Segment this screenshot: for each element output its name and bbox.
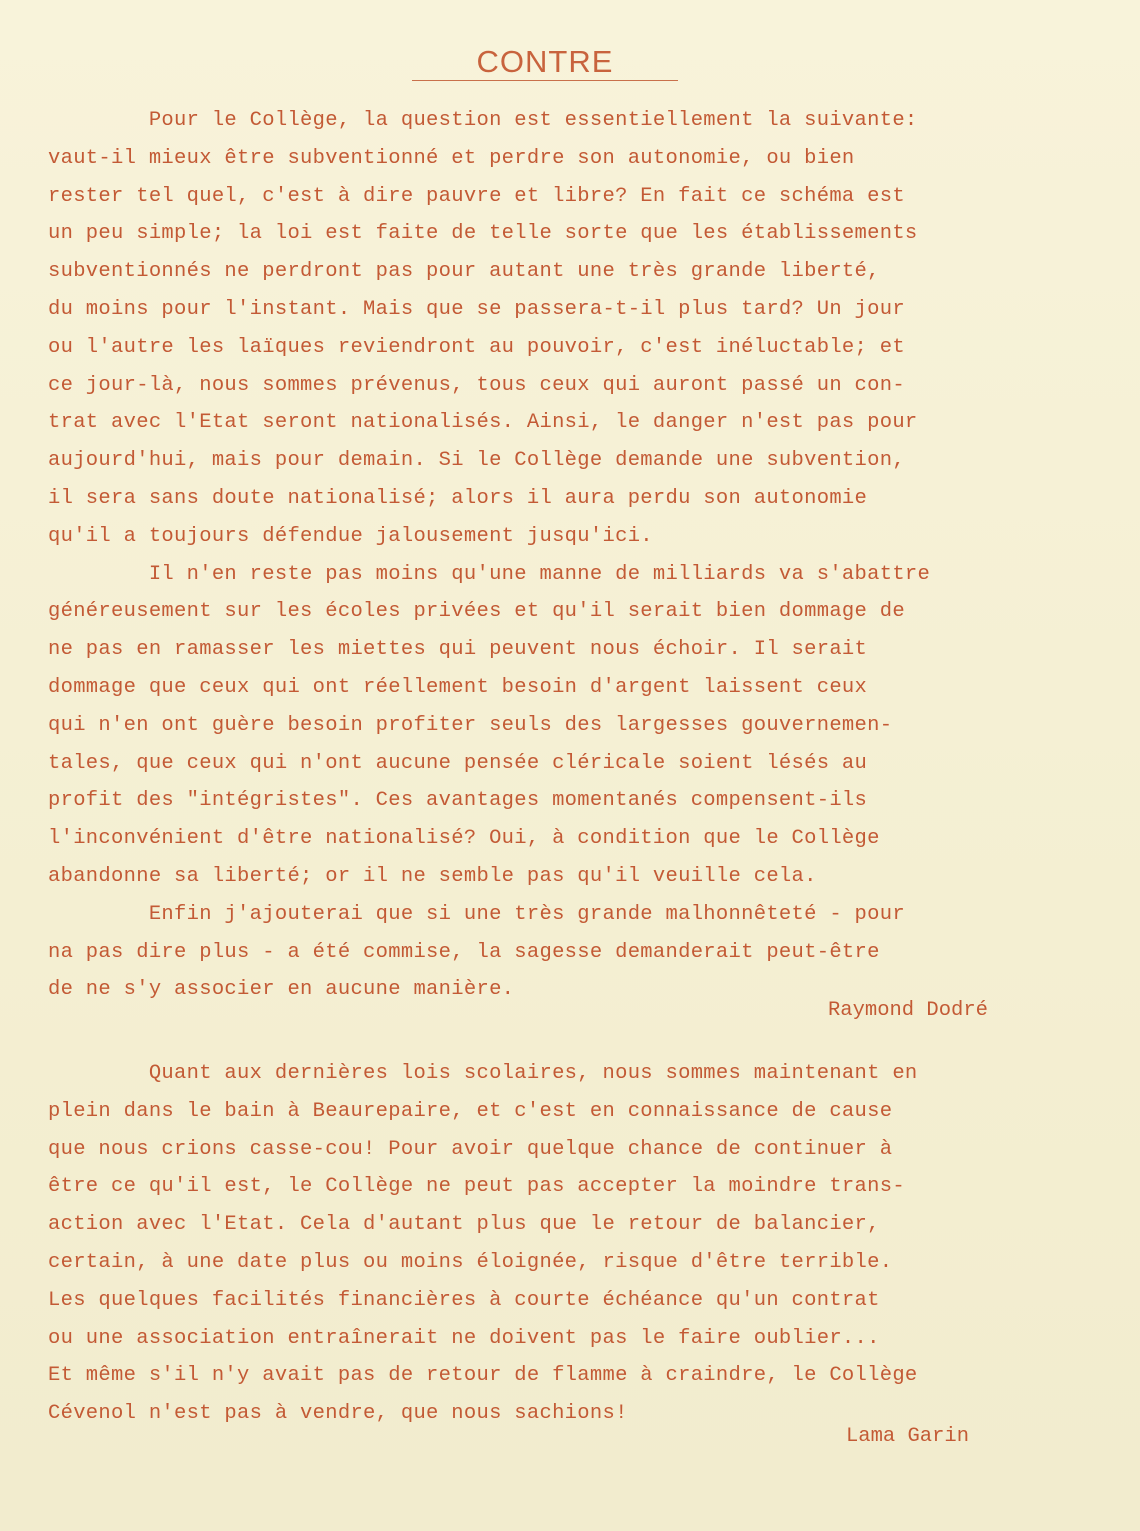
text-line: rester tel quel, c'est à dire pauvre et libre? En fait ce schéma est <box>48 184 905 208</box>
text-line: que nous crions casse-cou! Pour avoir quelque chance de continuer à <box>48 1137 893 1161</box>
text-line: ce jour-là, nous sommes prévenus, tous ceux qui auront passé un con- <box>48 373 905 397</box>
text-line: trat avec l'Etat seront nationalisés. Ainsi, le danger n'est pas pour <box>48 411 918 435</box>
text-line: Et même s'il n'y avait pas de retour de flamme à craindre, le Collège <box>48 1364 918 1388</box>
text-line: Il n'en reste pas moins qu'une manne de milliards va s'abattre <box>48 562 931 586</box>
text-line: l'inconvénient d'être nationalisé? Oui, à condition que le Collège <box>48 827 880 851</box>
text-line: action avec l'Etat. Cela d'autant plus que le retour de balancier, <box>48 1213 880 1237</box>
text-line: être ce qu'il est, le Collège ne peut pas accepter la moindre trans- <box>48 1175 905 1199</box>
text-line: généreusement sur les écoles privées et qu'il serait bien dommage de <box>48 600 905 624</box>
text-line: aujourd'hui, mais pour demain. Si le Collège demande une subvention, <box>48 449 905 473</box>
text-line: ou l'autre les laïques reviendront au pouvoir, c'est inéluctable; et <box>48 335 905 359</box>
signature-raymond-dodre: Raymond Dodré <box>828 999 988 1022</box>
text-line: un peu simple; la loi est faite de telle sorte que les établissements <box>48 222 918 246</box>
text-line: Les quelques facilités financières à courte échéance qu'un contrat <box>48 1288 880 1312</box>
signature-lama-garin: Lama Garin <box>846 1425 970 1448</box>
text-line: du moins pour l'instant. Mais que se passera-t-il plus tard? Un jour <box>48 298 905 321</box>
text-line: vaut-il mieux être subventionné et perdre son autonomie, ou bien <box>48 146 855 170</box>
text-line: qu'il a toujours défendue jalousement jusqu'ici. <box>48 524 653 548</box>
text-line: il sera sans doute nationalisé; alors il aura perdu son autonomie <box>48 487 868 510</box>
text-line: abandonne sa liberté; or il ne semble pas qu'il veuille cela. <box>48 865 817 888</box>
text-line: qui n'en ont guère besoin profiter seuls des largesses gouvernemen- <box>48 713 893 737</box>
text-line: plein dans le bain à Beaurepaire, et c'est en connaissance de cause <box>48 1099 893 1123</box>
text-line: certain, à une date plus ou moins éloignée, risque d'être terrible. <box>48 1251 893 1274</box>
document-title: CONTRE <box>412 40 678 81</box>
text-line: Enfin j'ajouterai que si une très grande malhonnêteté - pour <box>48 902 905 926</box>
text-line: Cévenol n'est pas à vendre, que nous sachions! <box>48 1402 628 1426</box>
text-line: ne pas en ramasser les miettes qui peuvent nous échoir. Il serait <box>48 638 868 662</box>
text-line: Pour le Collège, la question est essentiellement la suivante: <box>48 109 918 132</box>
text-line: dommage que ceux qui ont réellement besoin d'argent laissent ceux <box>48 676 868 699</box>
text-line: de ne s'y associer en aucune manière. <box>48 978 515 1002</box>
text-line: subventionnés ne perdront pas pour autant une très grande liberté, <box>48 260 880 284</box>
text-line: na pas dire plus - a été commise, la sagesse demanderait peut-être <box>48 940 880 964</box>
text-line: ou une association entraînerait ne doivent pas le faire oublier... <box>48 1326 880 1350</box>
text-line: tales, que ceux qui n'ont aucune pensée cléricale soient lésés au <box>48 751 868 775</box>
text-line: Quant aux dernières lois scolaires, nous sommes maintenant en <box>48 1062 918 1085</box>
text-line: profit des "intégristes". Ces avantages momentanés compensent-ils <box>48 789 868 813</box>
